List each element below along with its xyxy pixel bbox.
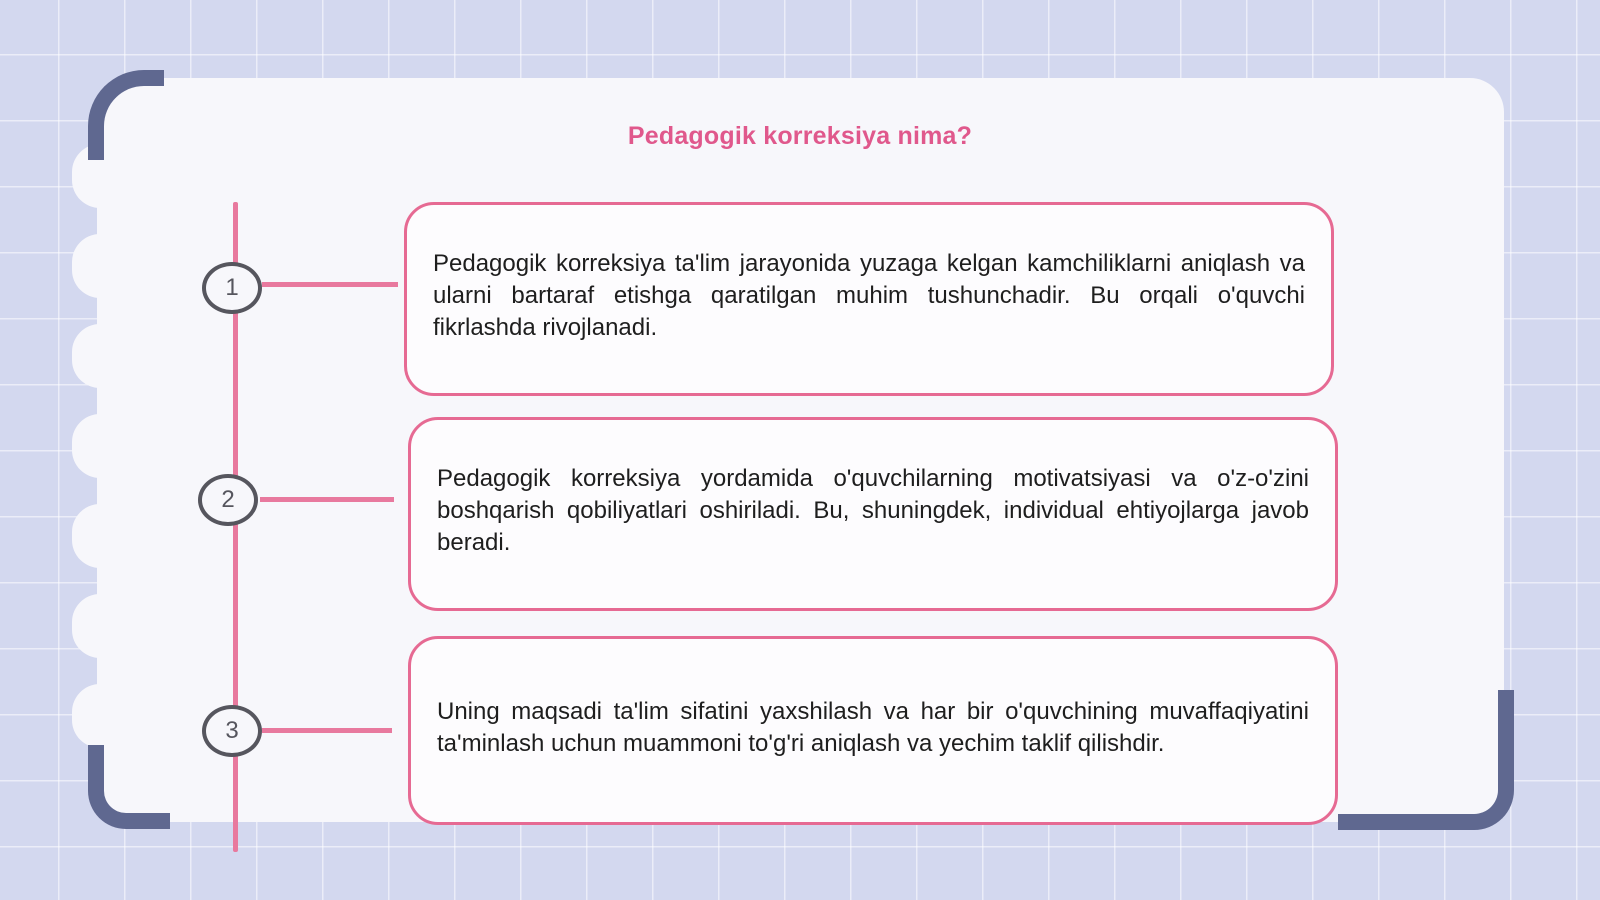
slide-title: Pedagogik korreksiya nima? xyxy=(627,122,973,150)
content-box-3 xyxy=(408,636,1338,825)
card-scallop xyxy=(72,594,128,658)
content-box-1 xyxy=(404,202,1334,396)
timeline-connector-1 xyxy=(262,282,398,287)
content-text-3: Uning maqsadi ta'lim sifatini yaxshilash va har bir o'quvchining muvaffaqiyatini ta'minlash uchun muammoni to'g'ri aniqlash va yechim taklif qilishdir. xyxy=(437,697,1309,757)
card-scallop xyxy=(72,504,128,568)
corner-bracket-bottom-right xyxy=(1338,690,1514,830)
corner-bracket-bottom-left xyxy=(88,745,170,829)
timeline-connector-3 xyxy=(262,728,392,733)
content-text-2: Pedagogik korreksiya yordamida o'quvchilarning motivatsiyasi va o'z-o'zini boshqarish qobiliyatlari oshiriladi. Bu, shuningdek, individual ehtiyojlarga javob beradi. xyxy=(437,465,1309,556)
content-text-1: Pedagogik korreksiya ta'lim jarayonida yuzaga kelgan kamchiliklarni aniqlash va ularni bartaraf etishga qaratilgan muhim tushunchadir. Bu orqali o'quvchi fikrlashda rivojlanadi. xyxy=(433,250,1305,341)
timeline-connector-2 xyxy=(260,497,394,502)
step-number-badge-1: 1 xyxy=(202,262,262,314)
step-number-badge-2: 2 xyxy=(198,474,258,526)
card-scallop xyxy=(72,234,128,298)
content-box-2 xyxy=(408,417,1338,611)
card-scallop xyxy=(72,684,128,748)
card-scallop xyxy=(72,414,128,478)
card-scallop xyxy=(72,324,128,388)
step-number-badge-3: 3 xyxy=(202,705,262,757)
